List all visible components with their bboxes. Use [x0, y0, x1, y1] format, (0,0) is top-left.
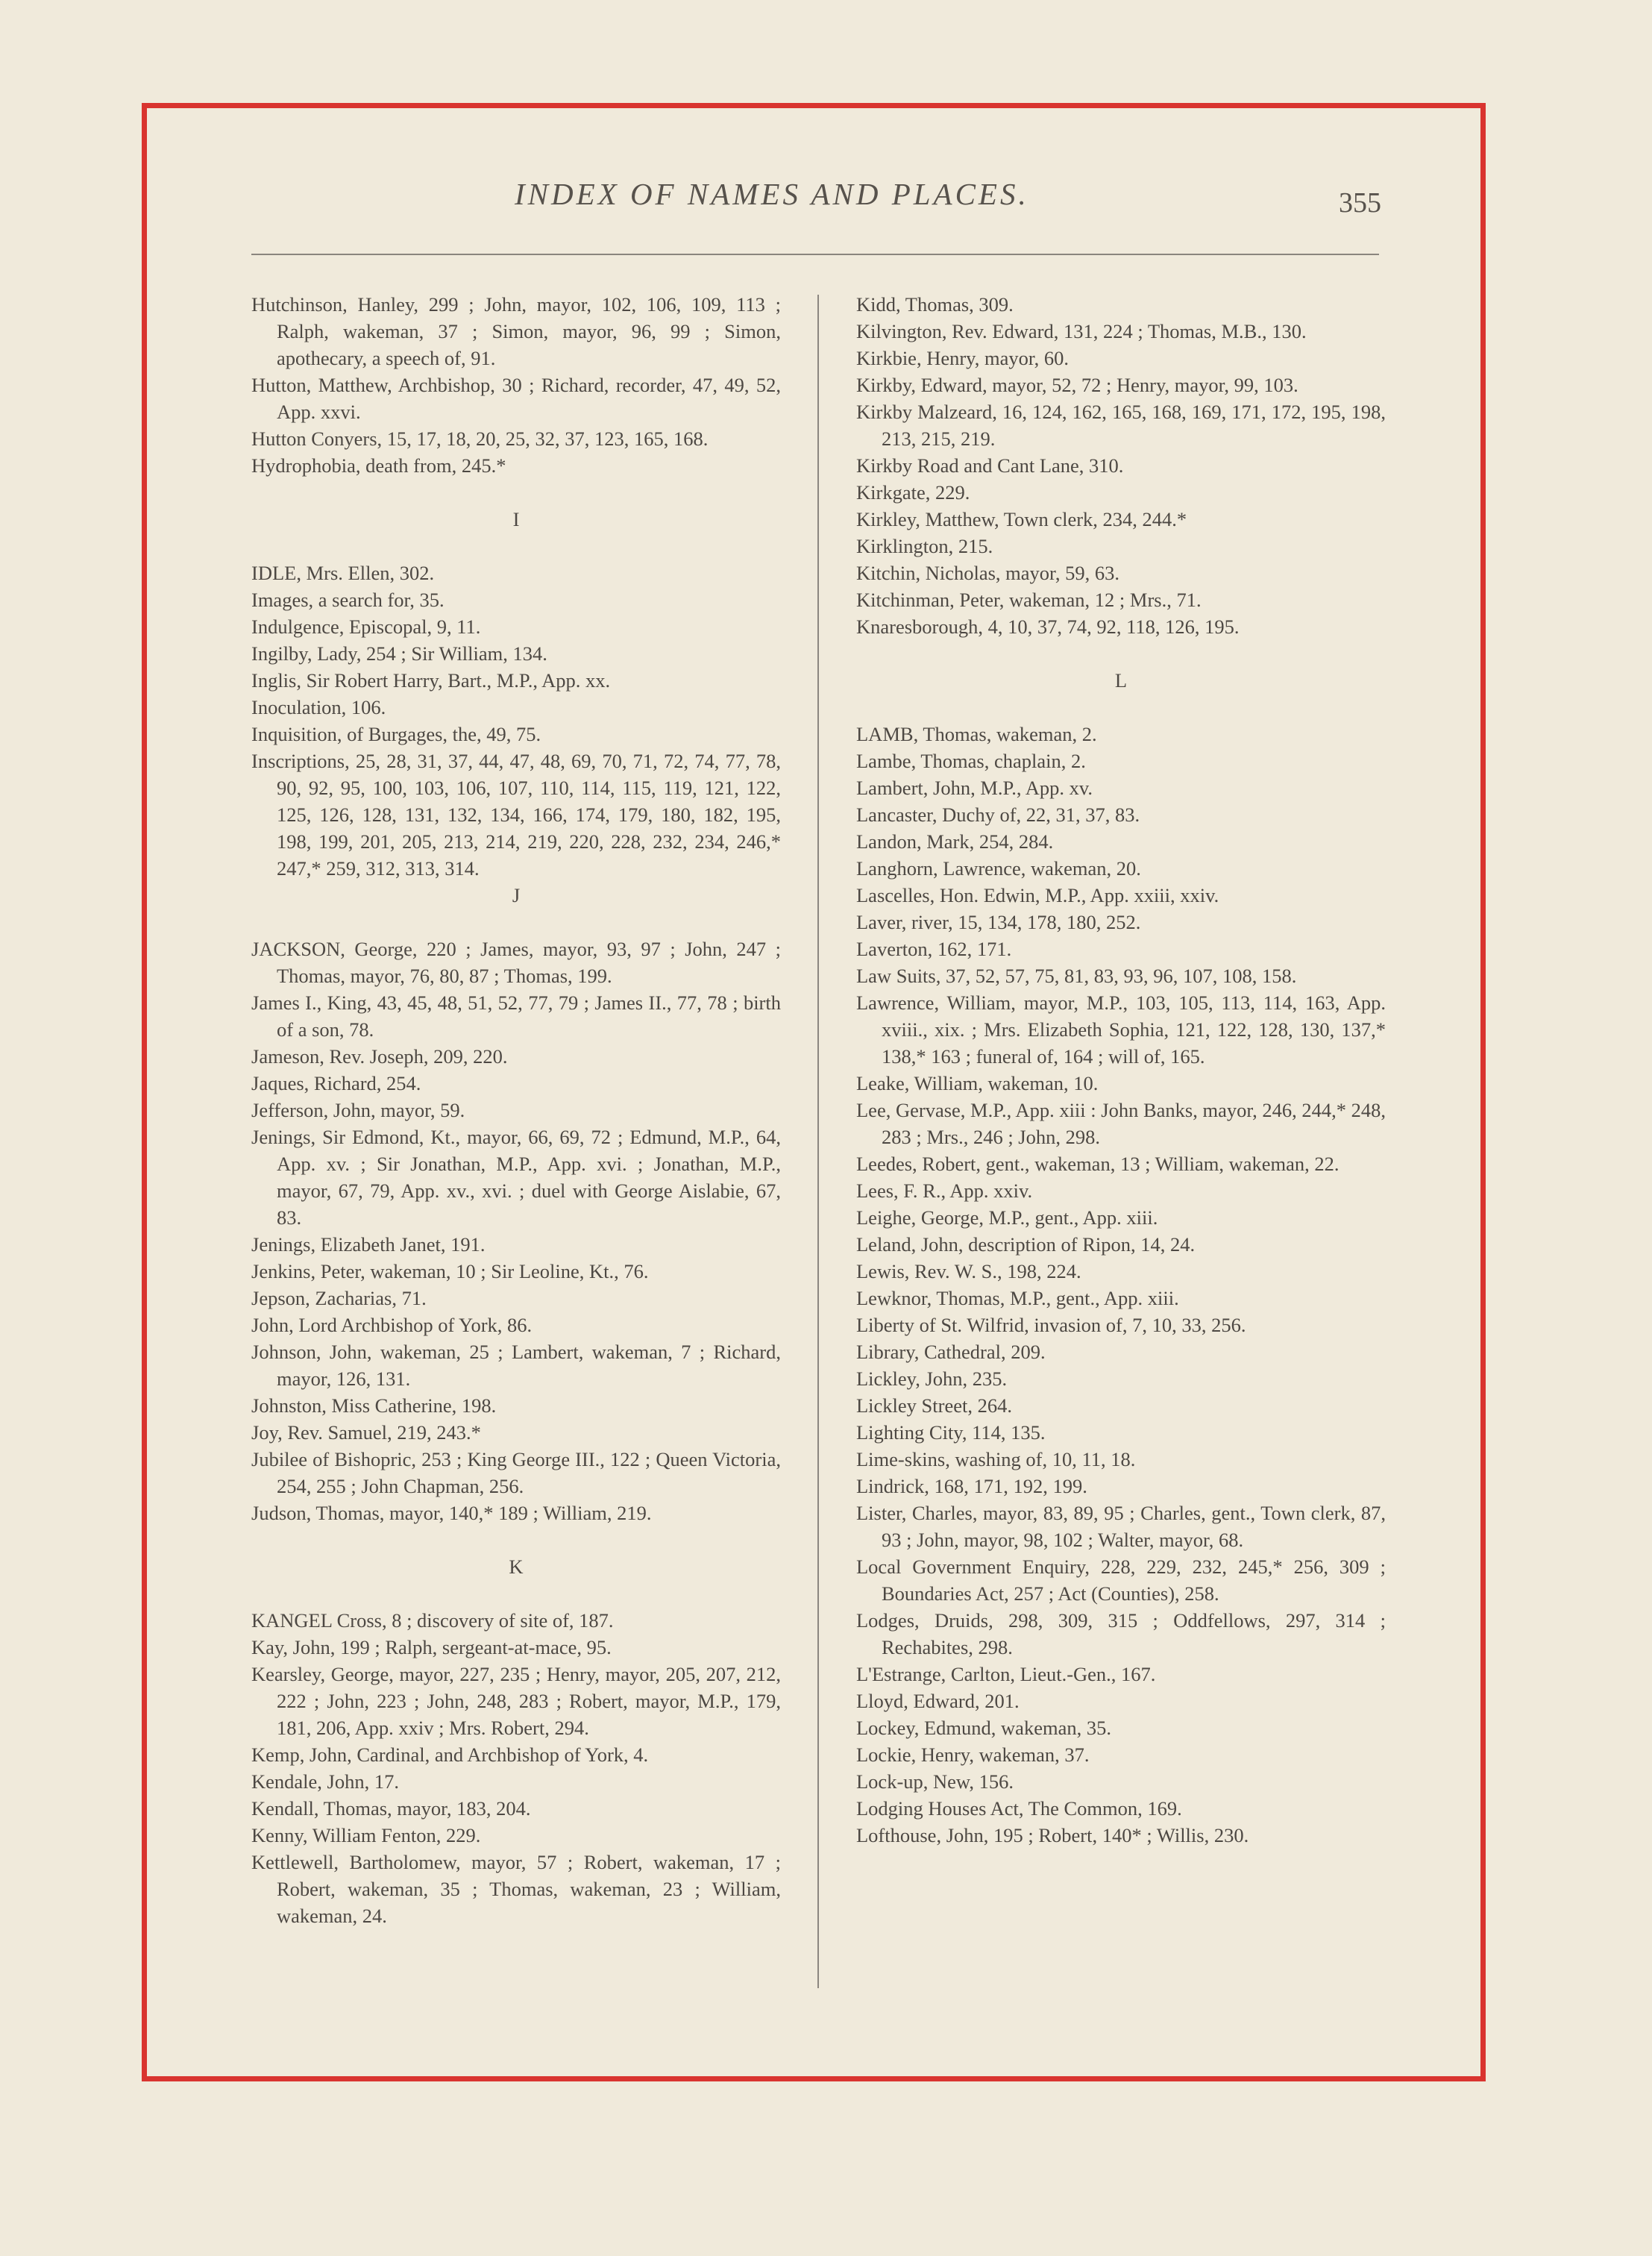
index-entry: Kendall, Thomas, mayor, 183, 204.	[251, 1797, 531, 1820]
index-entry: Kay, John, 199 ; Ralph, sergeant-at-mace, 95.	[251, 1636, 612, 1658]
section-spacer	[251, 1526, 781, 1553]
index-entry: Kearsley, George, mayor, 227, 235 ; Henry, mayor, 205, 207, 212, 222 ; John, 223 ; John, 248, 283 ; Robert, mayor, M.P., 179, 181, 206, App. xxiv ; Mrs. Robert, 294.	[251, 1663, 781, 1739]
index-entry: Lloyd, Edward, 201.	[856, 1690, 1020, 1712]
index-entry: Judson, Thomas, mayor, 140,* 189 ; William, 219.	[251, 1502, 652, 1524]
index-entry: Kemp, John, Cardinal, and Archbishop of York, 4.	[251, 1743, 649, 1766]
section-spacer	[251, 1580, 781, 1607]
index-entry: Laverton, 162, 171.	[856, 938, 1012, 960]
index-entry: Johnson, John, wakeman, 25 ; Lambert, wakeman, 7 ; Richard, mayor, 126, 131.	[251, 1341, 781, 1390]
index-entry: Local Government Enquiry, 228, 229, 232, 245,* 256, 309 ; Boundaries Act, 257 ; Act (Counties), 258.	[856, 1555, 1386, 1605]
index-entry: KANGEL Cross, 8 ; discovery of site of, 187.	[251, 1609, 614, 1632]
index-entry: Inglis, Sir Robert Harry, Bart., M.P., App. xx.	[251, 669, 611, 692]
l-entries	[856, 721, 1386, 1849]
index-entry: Lickley Street, 264.	[856, 1394, 1012, 1417]
index-entry: Jepson, Zacharias, 71.	[251, 1287, 427, 1309]
page-title: INDEX OF NAMES AND PLACES.	[515, 177, 1029, 211]
index-entry: Lascelles, Hon. Edwin, M.P., App. xxiii, xxiv.	[856, 884, 1219, 906]
index-entry: Joy, Rev. Samuel, 219, 243.*	[251, 1421, 481, 1444]
index-entry: Jefferson, John, mayor, 59.	[251, 1099, 465, 1121]
index-entry: Hutchinson, Hanley, 299 ; John, mayor, 102, 106, 109, 113 ; Ralph, wakeman, 37 ; Simon, mayor, 96, 99 ; Simon, apothecary, a speech of, 91.	[251, 293, 781, 369]
section-letter-i: I	[512, 508, 520, 530]
h-entries	[251, 291, 781, 479]
index-entry: Indulgence, Episcopal, 9, 11.	[251, 615, 481, 638]
section-spacer	[856, 640, 1386, 667]
index-entry: Kirkby Road and Cant Lane, 310.	[856, 454, 1124, 477]
index-entry: Lodging Houses Act, The Common, 169.	[856, 1797, 1182, 1820]
index-entry: Inscriptions, 25, 28, 31, 37, 44, 47, 48, 69, 70, 71, 72, 74, 77, 78, 90, 92, 95, 100, 103, 106, 107, 110, 114, 115, 119, 121, 122, 125, 126, 128, 131, 132, 134, 166, 174, 179, 180, 182, 195, 198, 199, 201, 205, 213, 214, 219, 220, 228, 232, 234, 246,* 247,* 259, 312, 313, 314.	[251, 750, 781, 880]
k-entries-left	[251, 1607, 781, 1929]
index-entry: John, Lord Archbishop of York, 86.	[251, 1314, 533, 1336]
index-entry: Inoculation, 106.	[251, 696, 386, 718]
index-entry: Jubilee of Bishopric, 253 ; King George III., 122 ; Queen Victoria, 254, 255 ; John Chapman, 256.	[251, 1448, 781, 1497]
index-entry: Library, Cathedral, 209.	[856, 1341, 1046, 1363]
index-entry: Kilvington, Rev. Edward, 131, 224 ; Thomas, M.B., 130.	[856, 320, 1307, 342]
index-entry: Kitchinman, Peter, wakeman, 12 ; Mrs., 71.	[856, 589, 1202, 611]
index-entry: Johnston, Miss Catherine, 198.	[251, 1394, 497, 1417]
page-number: 355	[1339, 187, 1381, 219]
section-spacer	[251, 533, 781, 560]
index-entry: Lewis, Rev. W. S., 198, 224.	[856, 1260, 1081, 1282]
section-spacer	[251, 909, 781, 936]
j-entries	[251, 936, 781, 1526]
index-entry: Law Suits, 37, 52, 57, 75, 81, 83, 93, 96, 107, 108, 158.	[856, 965, 1297, 987]
index-entry: Lees, F. R., App. xxiv.	[856, 1179, 1033, 1202]
left-column	[251, 291, 781, 1929]
index-entry: Liberty of St. Wilfrid, invasion of, 7, 10, 33, 256.	[856, 1314, 1246, 1336]
index-entry: Lofthouse, John, 195 ; Robert, 140* ; Willis, 230.	[856, 1824, 1249, 1846]
index-entry: Lockey, Edmund, wakeman, 35.	[856, 1717, 1111, 1739]
column-divider	[817, 295, 819, 1988]
index-entry: Kenny, William Fenton, 229.	[251, 1824, 481, 1846]
index-entry: Kettlewell, Bartholomew, mayor, 57 ; Robert, wakeman, 17 ; Robert, wakeman, 35 ; Thomas, wakeman, 23 ; William, wakeman, 24.	[251, 1851, 781, 1927]
index-entry: Kendale, John, 17.	[251, 1770, 399, 1793]
index-entry: IDLE, Mrs. Ellen, 302.	[251, 562, 435, 584]
section-letter-j: J	[512, 884, 521, 906]
index-entry: Lime-skins, washing of, 10, 11, 18.	[856, 1448, 1136, 1470]
index-entry: James I., King, 43, 45, 48, 51, 52, 77, 79 ; James II., 77, 78 ; birth of a son, 78.	[251, 991, 781, 1041]
index-entry: Leedes, Robert, gent., wakeman, 13 ; William, wakeman, 22.	[856, 1153, 1339, 1175]
section-letter-l: L	[1114, 669, 1128, 692]
index-entry: Kirkbie, Henry, mayor, 60.	[856, 347, 1069, 369]
index-entry: Kirkby, Edward, mayor, 52, 72 ; Henry, mayor, 99, 103.	[856, 374, 1298, 396]
index-entry: Kirklington, 215.	[856, 535, 993, 557]
index-entry: Leland, John, description of Ripon, 14, 24.	[856, 1233, 1196, 1256]
index-entry: Lindrick, 168, 171, 192, 199.	[856, 1475, 1087, 1497]
right-column	[856, 291, 1386, 1849]
index-entry: Hutton, Matthew, Archbishop, 30 ; Richard, recorder, 47, 49, 52, App. xxvi.	[251, 374, 781, 423]
index-entry: Kirkley, Matthew, Town clerk, 234, 244.*	[856, 508, 1187, 530]
index-entry: Leake, William, wakeman, 10.	[856, 1072, 1099, 1094]
index-entry: Lockie, Henry, wakeman, 37.	[856, 1743, 1090, 1766]
index-entry: Kirkgate, 229.	[856, 481, 970, 504]
index-entry: Jaques, Richard, 254.	[251, 1072, 421, 1094]
index-entry: Jenkins, Peter, wakeman, 10 ; Sir Leoline, Kt., 76.	[251, 1260, 649, 1282]
index-entry: JACKSON, George, 220 ; James, mayor, 93, 97 ; John, 247 ; Thomas, mayor, 76, 80, 87 ; Thomas, 199.	[251, 938, 781, 987]
index-entry: Lodges, Druids, 298, 309, 315 ; Oddfellows, 297, 314 ; Rechabites, 298.	[856, 1609, 1386, 1658]
section-spacer	[856, 694, 1386, 721]
index-entry: Knaresborough, 4, 10, 37, 74, 92, 118, 126, 195.	[856, 615, 1240, 638]
index-entry: Kitchin, Nicholas, mayor, 59, 63.	[856, 562, 1119, 584]
index-entry: Inquisition, of Burgages, the, 49, 75.	[251, 723, 541, 745]
index-entry: Laver, river, 15, 134, 178, 180, 252.	[856, 911, 1141, 933]
index-entry: Lee, Gervase, M.P., App. xiii : John Banks, mayor, 246, 244,* 248, 283 ; Mrs., 246 ; John, 298.	[856, 1099, 1386, 1148]
index-entry: Lambe, Thomas, chaplain, 2.	[856, 750, 1086, 772]
index-entry: Lickley, John, 235.	[856, 1367, 1008, 1390]
index-entry: Jenings, Sir Edmond, Kt., mayor, 66, 69, 72 ; Edmund, M.P., 64, App. xv. ; Sir Jonathan, M.P., App. xvi. ; Jonathan, M.P., mayor, 67, 79, App. xv., xvi. ; duel with George Aislabie, 67, 83.	[251, 1126, 781, 1229]
index-entry: Lock-up, New, 156.	[856, 1770, 1014, 1793]
index-entry: Lewknor, Thomas, M.P., gent., App. xiii.	[856, 1287, 1179, 1309]
index-entry: Landon, Mark, 254, 284.	[856, 830, 1054, 853]
index-entry: LAMB, Thomas, wakeman, 2.	[856, 723, 1097, 745]
index-entry: Jenings, Elizabeth Janet, 191.	[251, 1233, 486, 1256]
index-entry: Kirkby Malzeard, 16, 124, 162, 165, 168, 169, 171, 172, 195, 198, 213, 215, 219.	[856, 401, 1386, 450]
section-letter-k: K	[509, 1555, 524, 1578]
k-entries-right	[856, 291, 1386, 640]
index-entry: Langhorn, Lawrence, wakeman, 20.	[856, 857, 1141, 880]
index-entry: Kidd, Thomas, 309.	[856, 293, 1014, 316]
section-spacer	[251, 479, 781, 506]
index-entry: Jameson, Rev. Joseph, 209, 220.	[251, 1045, 508, 1068]
index-entry: Lambert, John, M.P., App. xv.	[856, 777, 1093, 799]
i-entries	[251, 560, 781, 882]
index-entry: Leighe, George, M.P., gent., App. xiii.	[856, 1206, 1158, 1229]
index-entry: Ingilby, Lady, 254 ; Sir William, 134.	[251, 642, 547, 665]
index-entry: Lancaster, Duchy of, 22, 31, 37, 83.	[856, 803, 1140, 826]
index-entry: Images, a search for, 35.	[251, 589, 445, 611]
header-rule	[251, 254, 1379, 255]
index-entry: Lawrence, William, mayor, M.P., 103, 105, 113, 114, 163, App. xviii., xix. ; Mrs. Elizabeth Sophia, 121, 122, 128, 130, 137,* 138,* 163 ; funeral of, 164 ; will of, 165.	[856, 991, 1386, 1068]
index-entry: Hutton Conyers, 15, 17, 18, 20, 25, 32, 37, 123, 165, 168.	[251, 427, 709, 450]
index-entry: Lister, Charles, mayor, 83, 89, 95 ; Charles, gent., Town clerk, 87, 93 ; John, mayor, 98, 102 ; Walter, mayor, 68.	[856, 1502, 1386, 1551]
index-entry: L'Estrange, Carlton, Lieut.-Gen., 167.	[856, 1663, 1156, 1685]
index-entry: Lighting City, 114, 135.	[856, 1421, 1046, 1444]
index-entry: Hydrophobia, death from, 245.*	[251, 454, 506, 477]
